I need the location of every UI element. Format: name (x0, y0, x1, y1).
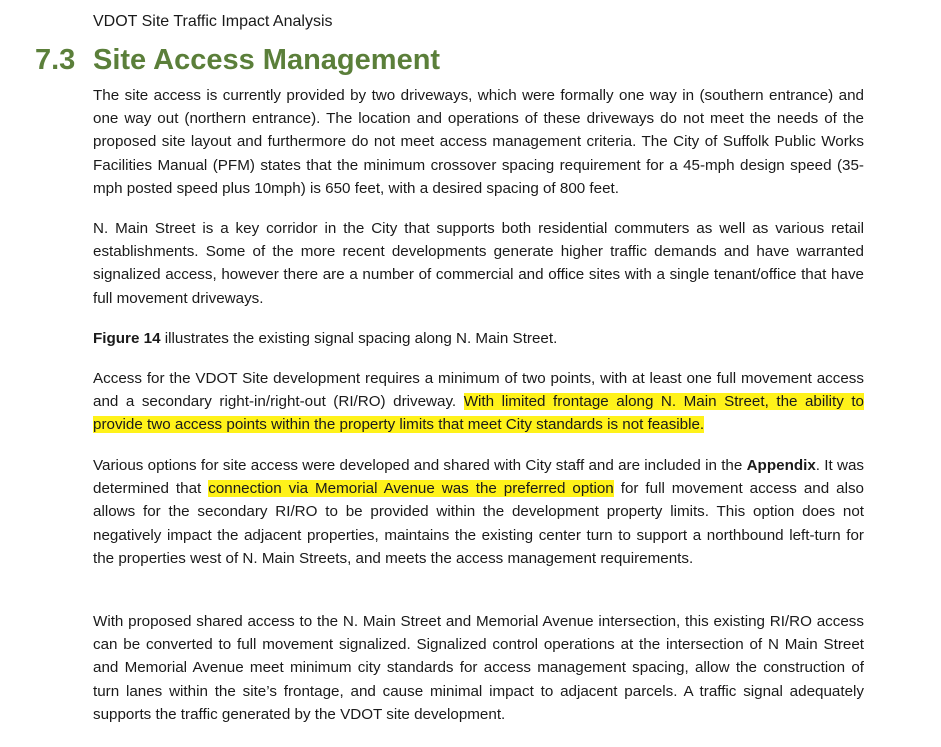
access-options-text-a: Various options for site access were developed and shared with City staff and are included in the (93, 457, 747, 474)
paragraph-shared-access: With proposed shared access to the N. Main Street and Memorial Avenue intersection, this existing RI/RO access can be converted to full movement signalized. Signalized control operations at the intersection of N Main Street and Memorial Avenue meet minimum city standards for access management spacing, allow the construction of turn lanes within the site’s frontage, and cause minimal impact to adjacent parcels. A traffic signal adequately supports the traffic generated by the VDOT site development. (93, 613, 864, 723)
paragraph-existing-access: The site access is currently provided by two driveways, which were formally one way in (southern entrance) and one way out (northern entrance). The location and operations of these driveways do not meet the needs of the proposed site layout and furthermore do not meet access management criteria. The City of Suffolk Public Works Facilities Manual (PFM) states that the minimum crossover spacing requirement for a 45-mph design speed (35-mph posted speed plus 10mph) is 650 feet, with a desired spacing of 800 feet. (93, 87, 864, 197)
highlighted-frontage-limitation: With limited frontage along N. Main Street, the ability to provide two access points within the property limits that meet City standards is not feasible. (93, 393, 864, 434)
access-options-text-c: for full movement access and also allows for the secondary RI/RO to be provided within the development property limits. This option does not negatively impact the adjacent properties, maintains the existing center turn to support a northbound left-turn for the properties west of N. Main Streets, and meets the access management requirements. (93, 480, 864, 567)
access-requirements-text: Access for the VDOT Site development requires a minimum of two points, with at least one full movement access and a secondary right-in/right-out (RI/RO) driveway. (93, 370, 864, 411)
highlighted-preferred-option: connection via Memorial Avenue was the preferred option (208, 480, 614, 498)
paragraph-figure-reference (93, 327, 864, 350)
paragraph-access-options (93, 454, 864, 570)
access-options-text-b: . It was determined that (93, 457, 864, 498)
figure-reference-text: illustrates the existing signal spacing along N. Main Street. (160, 330, 558, 347)
running-header: VDOT Site Traffic Impact Analysis (93, 13, 333, 30)
paragraph-corridor-description: N. Main Street is a key corridor in the City that supports both residential commuters as well as various retail establishments. Some of the more recent developments generate higher traffic demands and have warranted signalized access, however there are a number of commercial and office sites with a single tenant/office that have full movement driveways. (93, 220, 864, 307)
section-title: Site Access Management (93, 44, 441, 76)
section-heading (35, 40, 440, 80)
appendix-reference: Appendix (746, 457, 816, 474)
section-number: 7.3 (35, 44, 76, 76)
figure-reference: Figure 14 (93, 330, 161, 347)
paragraph-access-requirements (93, 367, 864, 437)
